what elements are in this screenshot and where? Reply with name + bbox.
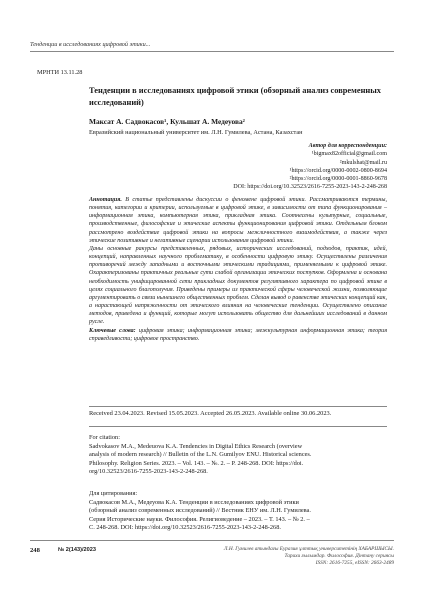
dates-divider — [89, 426, 387, 427]
article-dates: Received 23.04.2023. Revised 15.05.2023. Accepted 26.05.2023. Available online 30.06.2023. — [89, 406, 387, 418]
author1-orcid-link[interactable]: ¹https://orcid.org/0000-0002-0800-8694 — [289, 167, 387, 174]
citation-en-line: Sadvokasov M.A., Medeuova K.A. Tendencies in Digital Ethics Research (overview — [89, 442, 303, 450]
journal-line: Тарихи ғылымдар. Философия. Дінтану сериясы — [284, 552, 394, 559]
abstract-text-1: В статье представлены дискуссии о феномене цифровой этики. Рассматриваются термины, понятия, категории и критерии, используемые в цифровой этике, в зависимости от типа функционирования – информационная этика, компьютерная этика, прикладная этика. Соотнесены культурные, социальные, производственные, философские и этические аспекты функционирования цифровой этики. Отдельным блоком рассмотрено воздействие цифровой этики на вопросы межличностного взаимодействия, а также через этические позитивные и негативные сценарии использования цифровой этики. — [89, 197, 387, 244]
authors: Максат А. Садвокасов¹, Кульшат А. Медеуова² — [89, 117, 245, 126]
citation-en-label: For citation: — [89, 434, 120, 441]
correspondence-block — [167, 142, 387, 192]
citation-ru-line: Серия Исторические науки. Философия. Религиоведение – 2023. – Т. 143. – № 2. – — [89, 515, 310, 523]
header-divider — [30, 51, 394, 52]
doi-link[interactable]: DOI: https://doi.org/10.32523/2616-7255-2023-143-2-248-268 — [233, 184, 387, 191]
abstract-text-2: Даны основные ракурсы представленных, рядовых, исторических исследований, подходов, практик, идей, концепций, направленных научного проблематику, в особенности цифровую этику. Осуществлены различения противоречий между западными и восточными этическими традициями, применяемыми к цифровой этике. Охарактеризованы практичных реальные сути слабой организации этических поступков. Оформлена и основана необходимость унифицированной сети прикладных документов регулятивного характера по цифровой этике в целях социального благополучия. Приведены примеры из практической сферы человеческой жизни, позволяющие аргументировать о связи нынешнего общественных проблем. Сделан вывод о равенстве этических концепций как, а нарастающей напряженности от этического влияния на человеческие тенденции. Осуществлено описание методов, приведена и функций, которые могут использовать общество для дальнейших исследований в данном русле. — [89, 245, 387, 326]
journal-info — [224, 546, 394, 567]
keywords-text: цифровая этика; информационная этика; межкультурная информационная этика; теория справедливости; цифровое пространство. — [89, 327, 388, 342]
citation-en-line: analysis of modern research) // Bulletin of the L.N. Gumilyov ENU. Historical sciences. — [89, 451, 312, 459]
abstract-paragraph-2 — [89, 245, 387, 327]
journal-line: ISSN: 2616-7255, eISSN: 2663-2489 — [315, 559, 394, 566]
keywords-label: Ключевые слова: — [89, 327, 136, 334]
footer-divider — [30, 540, 394, 541]
citation-ru-label: Для цитирования: — [89, 490, 138, 497]
correspondence-title: Автор для корреспонденции: — [308, 143, 387, 149]
abstract-paragraph-1 — [89, 196, 387, 245]
article-title: Тенденции в исследованиях цифровой этики (обзорный анализ современных исследований) — [89, 86, 381, 107]
abstract-label: Аннотация. — [89, 197, 122, 203]
author2-email[interactable]: ²mkulshat@mail.ru — [339, 159, 387, 166]
abstract — [89, 196, 387, 343]
citation-ru-line: (обзорный анализ современных исследований) // Вестник ЕНУ им. Л.Н. Гумилева. — [89, 507, 311, 515]
issue-number: № 2(143)/2023 — [58, 547, 96, 553]
citation-ru-line: С. 248-268. DOI: https://doi.org/10.32523/2616-7255-2023-143-2-248-268. — [89, 524, 281, 532]
journal-line: Л.Н. Гумилев атындағы Еуразия ұлттық университетінің ХАБАРШЫСЫ. — [223, 546, 394, 552]
citation-english — [89, 434, 387, 477]
running-head: Тенденции в исследованиях цифровой этики... — [30, 41, 151, 48]
udc-code: МРНТИ 13.11.28 — [37, 69, 83, 76]
citation-en-line: org/10.32523/2616-7255-2023-143-2-248-268. — [89, 468, 208, 476]
citation-en-line: Philosophy. Religion Series. 2023. – Vol. 143. – №. 2. – P. 248-268. DOI: https://doi. — [89, 459, 304, 467]
citation-russian — [89, 490, 387, 533]
affiliation: Евразийский национальный университет им. Л.Н. Гумилева, Астана, Казахстан — [89, 129, 303, 136]
keywords — [89, 327, 387, 343]
author1-email[interactable]: ¹bigmax82official@gmail.com — [311, 151, 387, 158]
citation-ru-line: Садвокасов М.А., Медеуова К.А. Тенденции в исследованиях цифровой этики — [89, 498, 299, 506]
page-number: 248 — [30, 547, 40, 554]
author2-orcid-link[interactable]: ²https://orcid.org/0000-0001-8860-9678 — [289, 176, 387, 183]
